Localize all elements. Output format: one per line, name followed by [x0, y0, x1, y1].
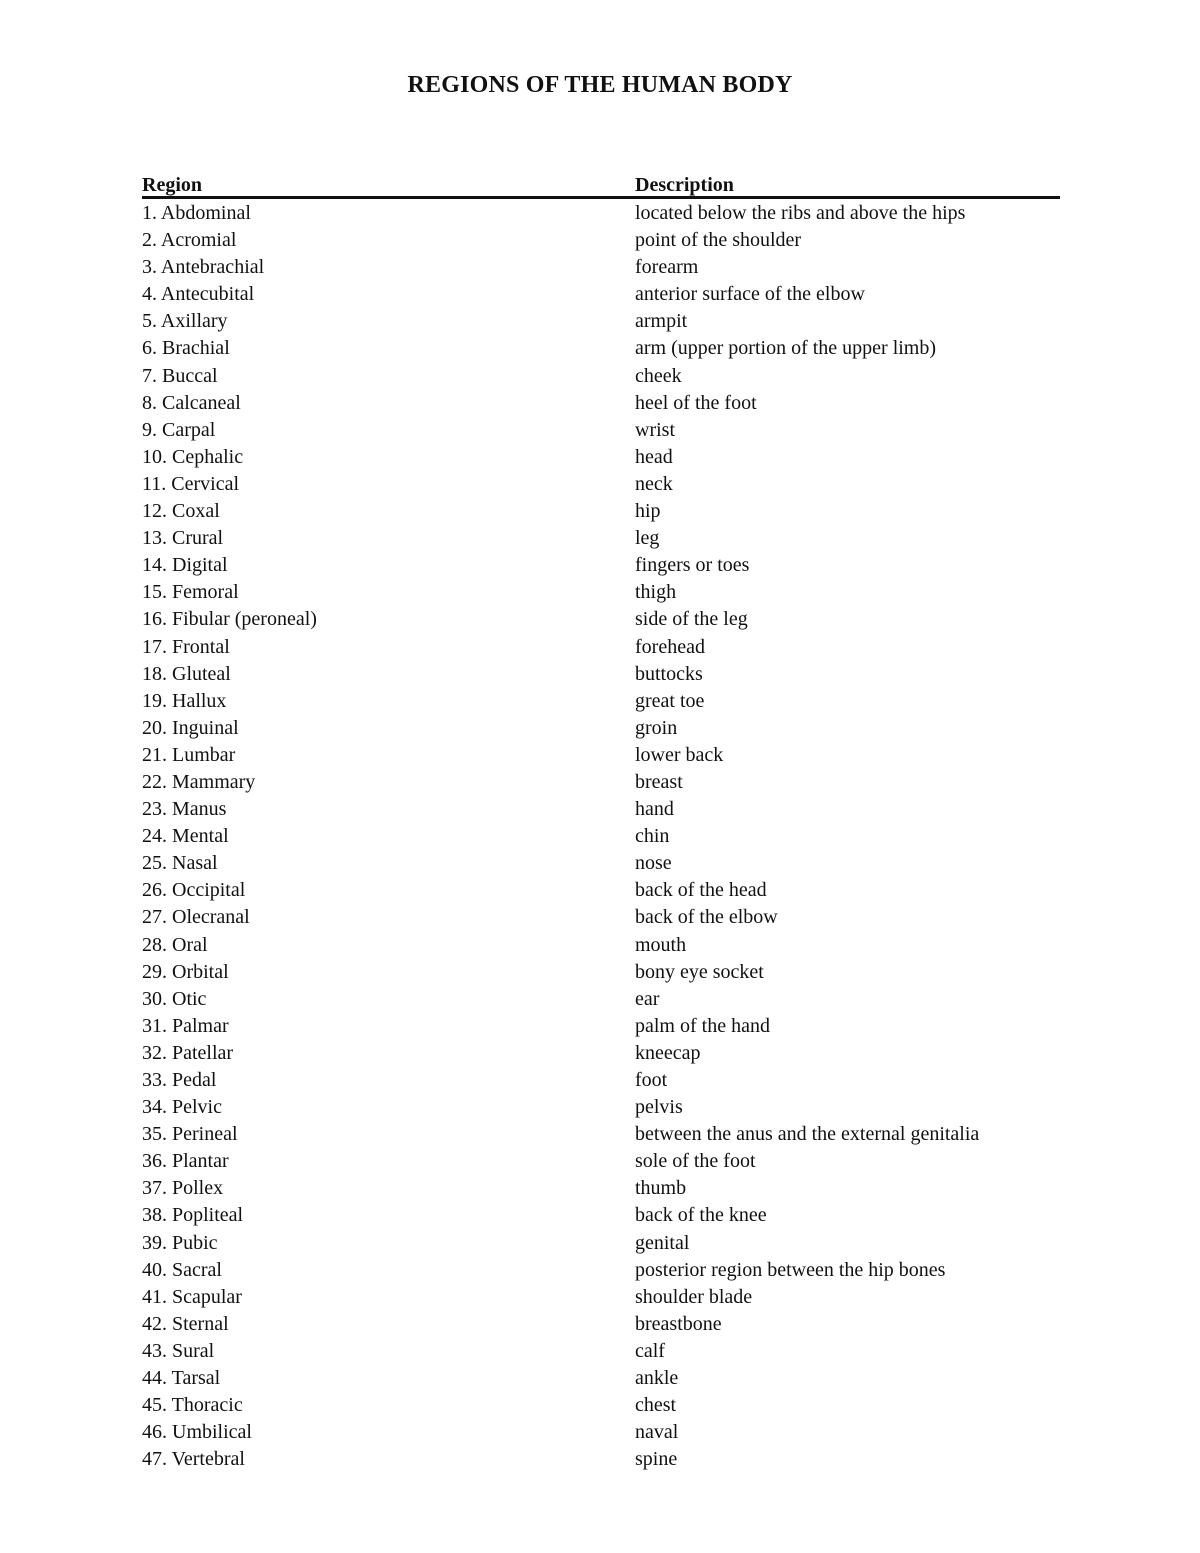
- region-description: hand: [635, 798, 674, 821]
- region-name: 24. Mental: [142, 825, 229, 848]
- table-row: [142, 742, 1060, 769]
- region-name: 15. Femoral: [142, 581, 239, 604]
- region-name: 9. Carpal: [142, 418, 216, 441]
- table-row: [142, 1446, 1060, 1473]
- region-description: back of the elbow: [635, 906, 778, 929]
- region-description: shoulder blade: [635, 1285, 753, 1308]
- table-row: [142, 823, 1060, 850]
- table-row: [142, 959, 1060, 986]
- table-row: [142, 1040, 1060, 1067]
- region-name: 20. Inguinal: [142, 716, 239, 739]
- region-description: ankle: [635, 1367, 679, 1390]
- region-description: thumb: [635, 1177, 687, 1200]
- region-name: 30. Otic: [142, 987, 207, 1010]
- table-row: [142, 1013, 1060, 1040]
- region-name: 37. Pollex: [142, 1177, 224, 1200]
- table-row: [142, 1202, 1060, 1229]
- table-body: [142, 200, 1060, 1473]
- region-description: calf: [635, 1339, 665, 1362]
- region-description: anterior surface of the elbow: [635, 283, 865, 306]
- table-row: [142, 715, 1060, 742]
- region-name: 5. Axillary: [142, 310, 228, 333]
- region-name: 28. Oral: [142, 933, 208, 956]
- region-description: chest: [635, 1394, 677, 1417]
- region-name: 3. Antebrachial: [142, 256, 265, 279]
- region-description: palm of the hand: [635, 1014, 770, 1037]
- header-region: Region: [142, 174, 202, 196]
- region-description: great toe: [635, 689, 705, 712]
- table-row: [142, 444, 1060, 471]
- table-row: [142, 850, 1060, 877]
- region-description: genital: [635, 1231, 690, 1254]
- region-description: naval: [635, 1421, 679, 1444]
- region-name: 17. Frontal: [142, 635, 230, 658]
- table-header: [142, 172, 1060, 199]
- region-name: 27. Olecranal: [142, 906, 250, 929]
- table-row: [142, 877, 1060, 904]
- region-description: wrist: [635, 418, 675, 441]
- table-row: [142, 308, 1060, 335]
- region-name: 18. Gluteal: [142, 662, 231, 685]
- region-name: 11. Cervical: [142, 472, 240, 495]
- table-row: [142, 634, 1060, 661]
- region-name: 45. Thoracic: [142, 1394, 243, 1417]
- region-description: forehead: [635, 635, 705, 658]
- region-name: 21. Lumbar: [142, 743, 236, 766]
- region-name: 22. Mammary: [142, 770, 256, 793]
- region-description: spine: [635, 1448, 678, 1471]
- region-name: 7. Buccal: [142, 364, 218, 387]
- region-description: nose: [635, 852, 672, 875]
- table-row: [142, 254, 1060, 281]
- table-row: [142, 363, 1060, 390]
- region-description: fingers or toes: [635, 554, 750, 577]
- region-description: bony eye socket: [635, 960, 764, 983]
- region-description: side of the leg: [635, 608, 748, 631]
- table-row: [142, 1175, 1060, 1202]
- region-name: 34. Pelvic: [142, 1096, 222, 1119]
- regions-table: [142, 172, 1060, 1473]
- region-name: 6. Brachial: [142, 337, 230, 360]
- table-row: [142, 1392, 1060, 1419]
- table-row: [142, 1067, 1060, 1094]
- table-row: [142, 227, 1060, 254]
- region-name: 2. Acromial: [142, 229, 237, 252]
- region-name: 41. Scapular: [142, 1285, 242, 1308]
- table-row: [142, 200, 1060, 227]
- region-name: 36. Plantar: [142, 1150, 229, 1173]
- region-name: 10. Cephalic: [142, 445, 244, 468]
- table-row: [142, 1284, 1060, 1311]
- region-description: cheek: [635, 364, 682, 387]
- region-description: located below the ribs and above the hips: [635, 202, 966, 224]
- table-row: [142, 796, 1060, 823]
- region-description: neck: [635, 472, 673, 495]
- table-row: [142, 688, 1060, 715]
- region-description: posterior region between the hip bones: [635, 1258, 946, 1281]
- region-description: kneecap: [635, 1041, 701, 1064]
- region-name: 12. Coxal: [142, 500, 220, 523]
- region-description: foot: [635, 1069, 668, 1091]
- table-row: [142, 579, 1060, 606]
- region-name: 25. Nasal: [142, 852, 218, 875]
- region-name: 46. Umbilical: [142, 1421, 252, 1444]
- region-description: groin: [635, 716, 678, 739]
- region-description: between the anus and the external genitalia: [635, 1123, 980, 1146]
- table-row: [142, 471, 1060, 498]
- region-description: thigh: [635, 581, 677, 604]
- region-name: 8. Calcaneal: [142, 391, 241, 414]
- table-row: [142, 1365, 1060, 1392]
- region-name: 16. Fibular (peroneal): [142, 608, 317, 631]
- region-description: armpit: [635, 310, 688, 333]
- table-row: [142, 335, 1060, 362]
- region-name: 26. Occipital: [142, 879, 246, 902]
- region-name: 13. Crural: [142, 527, 224, 550]
- region-name: 29. Orbital: [142, 960, 229, 983]
- region-name: 1. Abdominal: [142, 202, 251, 224]
- region-description: arm (upper portion of the upper limb): [635, 337, 937, 360]
- region-name: 32. Patellar: [142, 1041, 234, 1064]
- region-description: ear: [635, 987, 660, 1010]
- region-description: hip: [635, 500, 661, 523]
- table-row: [142, 281, 1060, 308]
- page-title: REGIONS OF THE HUMAN BODY: [407, 72, 793, 98]
- table-row: [142, 525, 1060, 552]
- region-name: 4. Antecubital: [142, 283, 255, 306]
- region-name: 23. Manus: [142, 798, 227, 821]
- region-description: heel of the foot: [635, 391, 757, 414]
- region-name: 33. Pedal: [142, 1069, 217, 1091]
- region-description: point of the shoulder: [635, 229, 802, 252]
- region-name: 43. Sural: [142, 1339, 215, 1362]
- table-row: [142, 1121, 1060, 1148]
- table-row: [142, 932, 1060, 959]
- region-description: back of the head: [635, 879, 767, 902]
- region-description: mouth: [635, 933, 687, 956]
- table-row: [142, 1257, 1060, 1284]
- table-row: [142, 498, 1060, 525]
- region-description: breastbone: [635, 1312, 722, 1335]
- region-description: leg: [635, 527, 660, 550]
- region-description: pelvis: [635, 1096, 683, 1119]
- region-description: buttocks: [635, 662, 703, 685]
- region-description: sole of the foot: [635, 1150, 756, 1173]
- region-name: 47. Vertebral: [142, 1448, 245, 1471]
- region-description: head: [635, 445, 673, 468]
- table-row: [142, 1230, 1060, 1257]
- header-description: Description: [635, 174, 734, 196]
- table-row: [142, 661, 1060, 688]
- region-name: 31. Palmar: [142, 1014, 229, 1037]
- table-row: [142, 606, 1060, 633]
- region-name: 39. Pubic: [142, 1231, 218, 1254]
- table-row: [142, 1419, 1060, 1446]
- table-row: [142, 769, 1060, 796]
- region-description: back of the knee: [635, 1204, 767, 1227]
- table-row: [142, 1338, 1060, 1365]
- region-description: breast: [635, 770, 683, 793]
- table-row: [142, 417, 1060, 444]
- table-row: [142, 1311, 1060, 1338]
- region-name: 19. Hallux: [142, 689, 227, 712]
- region-name: 42. Sternal: [142, 1312, 229, 1335]
- region-description: chin: [635, 825, 670, 848]
- region-name: 44. Tarsal: [142, 1367, 221, 1390]
- table-row: [142, 1094, 1060, 1121]
- table-row: [142, 1148, 1060, 1175]
- table-row: [142, 552, 1060, 579]
- region-name: 38. Popliteal: [142, 1204, 244, 1227]
- table-row: [142, 904, 1060, 931]
- table-row: [142, 986, 1060, 1013]
- region-name: 14. Digital: [142, 554, 228, 577]
- region-name: 40. Sacral: [142, 1258, 222, 1281]
- region-description: lower back: [635, 743, 724, 766]
- region-description: forearm: [635, 256, 699, 279]
- table-row: [142, 390, 1060, 417]
- region-name: 35. Perineal: [142, 1123, 238, 1146]
